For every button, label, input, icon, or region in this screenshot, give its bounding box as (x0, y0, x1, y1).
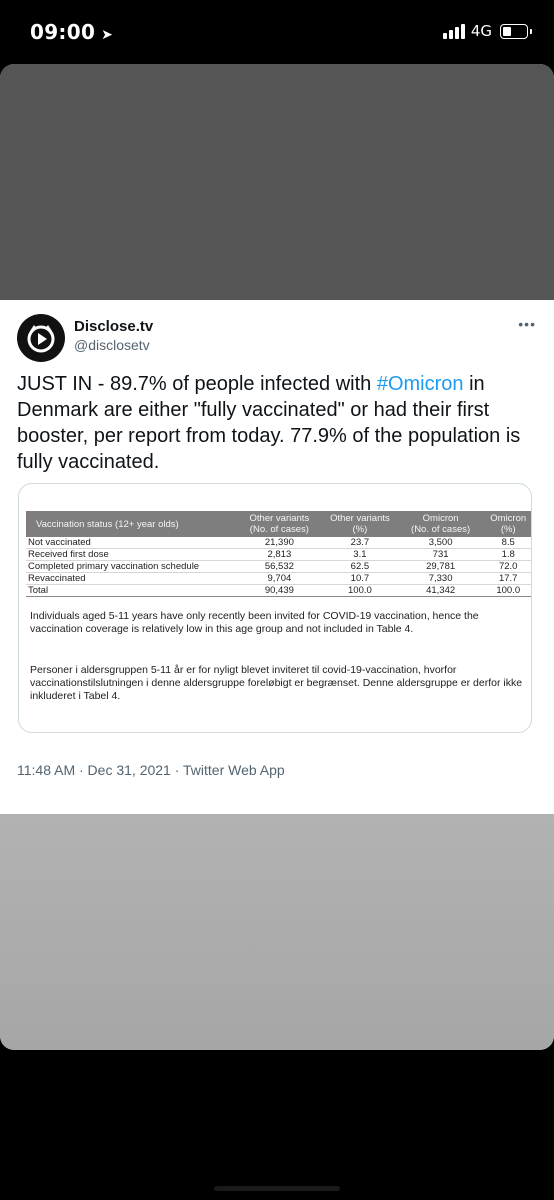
clock-text: 09:00 (30, 20, 96, 44)
table-cell: 90,439 (235, 585, 324, 597)
hashtag-link[interactable]: #Omicron (376, 373, 464, 395)
table-cell: 100.0 (485, 585, 531, 597)
location-arrow-icon: ➤ (101, 27, 114, 43)
screenshot-bottom-area (0, 814, 554, 1050)
note-english: Individuals aged 5-11 years have only recently been invited for COVID-19 vaccination, hence the vaccination coverage is relatively low in this age group and not included in Table 4. (30, 610, 479, 635)
table-row (26, 585, 531, 597)
table-header-line: (%) (500, 524, 516, 535)
table-row (26, 549, 531, 561)
table-header-cell (396, 511, 486, 537)
table-header-cell (26, 511, 235, 537)
table-header-cell (235, 511, 324, 537)
battery-icon (500, 24, 528, 39)
table-cell: 9,704 (235, 573, 324, 585)
table-cell: 100.0 (324, 585, 396, 597)
table-header-cell (324, 511, 396, 537)
table-row (26, 537, 531, 549)
table-cell: 3.1 (324, 549, 396, 561)
table-cell: 731 (396, 549, 486, 561)
avatar[interactable] (17, 314, 65, 362)
table-cell: Revaccinated (26, 573, 235, 585)
table-cell: 7,330 (396, 573, 486, 585)
table-header-line: (%) (352, 524, 368, 535)
table-row (26, 561, 531, 573)
tweet-media-image[interactable] (18, 483, 532, 733)
vaccination-table (26, 511, 531, 597)
table-header-cell (485, 511, 531, 537)
table-cell: 17.7 (485, 573, 531, 585)
screenshot-top-area (0, 64, 554, 300)
table-cell: 72.0 (485, 561, 531, 573)
table-cell: 62.5 (324, 561, 396, 573)
author-name[interactable]: Disclose.tv (74, 318, 154, 335)
network-type: 4G (470, 22, 492, 40)
table-cell: 56,532 (235, 561, 324, 573)
table-cell: Received first dose (26, 549, 235, 561)
table-cell: 1.8 (485, 549, 531, 561)
author-handle[interactable]: @disclosetv (74, 337, 150, 353)
table-header-line: Omicron (422, 513, 459, 524)
table-row (26, 573, 531, 585)
table-header-line: Omicron (490, 513, 527, 524)
note-danish: Personer i aldersgruppen 5-11 år er for nyligt blevet inviteret til covid-19-vaccination, hvorfor vaccinationstilslutningen i denne aldersgruppe foreløbigt er begrænset. Denne aldersgruppe er derfor ikke inkluderet i Tabel 4. (30, 664, 523, 702)
table-cell: 23.7 (324, 537, 396, 549)
table-header-line: (No. of cases) (411, 524, 471, 535)
table-cell: 8.5 (485, 537, 531, 549)
table-header-line: Other variants (249, 513, 310, 524)
table-header-line: Other variants (330, 513, 390, 524)
tweet-text-part: JUST IN - 89.7% of people infected with (17, 373, 377, 395)
tweet-text-part: in Denmark are either "fully vaccinated" or had their first booster, per report from today. 77.9% of the population is fully vaccinated. (17, 373, 521, 473)
table-cell: Completed primary vaccination schedule (26, 561, 235, 573)
table-cell: 21,390 (235, 537, 324, 549)
more-horizontal-icon[interactable]: ••• (518, 316, 536, 332)
tweet-timestamp[interactable]: 11:48 AM · Dec 31, 2021 · Twitter Web App (17, 762, 285, 778)
table-cell: Total (26, 585, 235, 597)
disclose-logo-icon (25, 322, 57, 354)
table-cell: 3,500 (396, 537, 486, 549)
table-cell: 29,781 (396, 561, 486, 573)
table-cell: 41,342 (396, 585, 486, 597)
tweet-card[interactable] (0, 300, 554, 814)
status-time (30, 20, 113, 44)
cellular-signal-icon (443, 23, 465, 39)
status-bar (0, 0, 554, 64)
home-indicator[interactable] (214, 1186, 340, 1191)
battery-level (503, 27, 511, 36)
table-cell: Not vaccinated (26, 537, 235, 549)
table-cell: 2,813 (235, 549, 324, 561)
table-header-line: (No. of cases) (249, 524, 309, 535)
table-header-line: Vaccination status (12+ year olds) (36, 518, 179, 530)
tweet-text (17, 371, 542, 475)
photo-viewer[interactable] (0, 64, 554, 1050)
status-indicators (443, 22, 528, 40)
table-cell: 10.7 (324, 573, 396, 585)
